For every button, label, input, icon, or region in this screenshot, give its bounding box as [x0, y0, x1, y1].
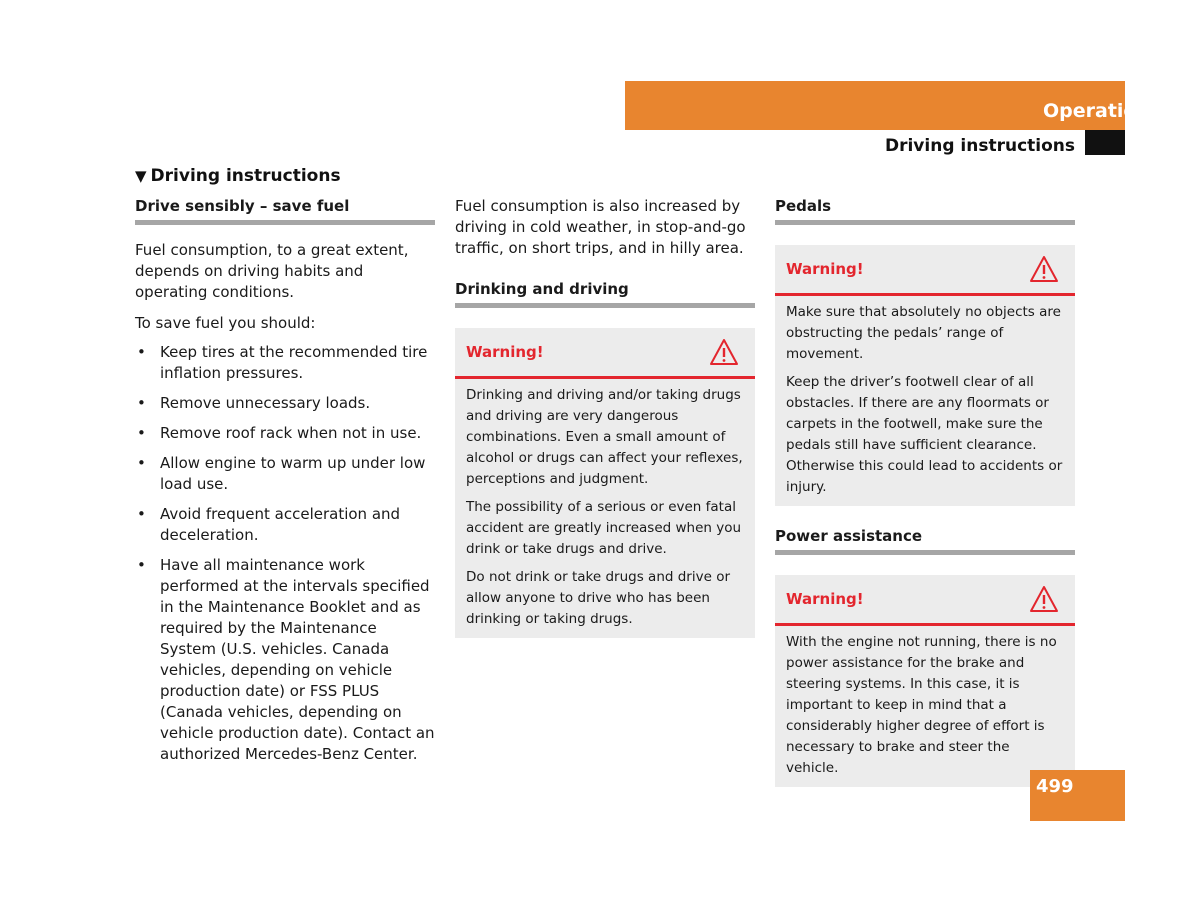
list-item: • Remove unnecessary loads.	[137, 394, 371, 412]
column-2	[455, 196, 755, 638]
paragraph-intro: Fuel consumption, to a great extent, depends on driving habits and operating conditions.	[135, 241, 409, 301]
warning-paragraph: Keep the driver’s footwell clear of all obstacles. If there are any floormats or carpets in the footwell, make sure the pedals still have sufficient clearance. Otherwise this could lead to accidents or injury.	[786, 374, 1063, 495]
warning-label: Warning!	[786, 260, 864, 278]
warning-triangle-icon	[1029, 585, 1059, 613]
warning-triangle-icon	[709, 338, 739, 366]
header-subsection-title: Driving instructions	[884, 136, 1075, 156]
warning-box-power-assistance	[775, 575, 1075, 787]
list-item: • Allow engine to warm up under low load use.	[137, 454, 426, 493]
warning-header	[775, 575, 1075, 626]
warning-paragraph: Do not drink or take drugs and drive or allow anyone to drive who has been drinking or taking drugs.	[466, 569, 731, 627]
warning-paragraph: Make sure that absolutely no objects are obstructing the pedals’ range of movement.	[786, 304, 1061, 362]
section-heading-pedals: Pedals	[775, 196, 1075, 225]
warning-body	[455, 379, 755, 638]
column-1	[135, 196, 435, 774]
warning-body	[775, 296, 1075, 506]
list-item: • Avoid frequent acceleration and deceleration.	[137, 505, 401, 544]
warning-box-pedals	[775, 245, 1075, 506]
paragraph-lead: To save fuel you should:	[135, 314, 316, 332]
list-item: • Have all maintenance work performed at the intervals specified in the Maintenance Booklet and as required by the Maintenance System (U.S. vehicles. Canada vehicles, depending on vehicle production date) or FSS PLUS (Canada vehicles, depending on vehicle production date). Contact an authorized Mercedes-Benz Center.	[137, 556, 435, 763]
list-item: • Remove roof rack when not in use.	[137, 424, 422, 442]
warning-header	[455, 328, 755, 379]
warning-header	[775, 245, 1075, 296]
page-title-text: Driving instructions	[150, 166, 341, 186]
page-number: 499	[1036, 776, 1074, 797]
warning-paragraph: The possibility of a serious or even fatal accident are greatly increased when you drink or take drugs and drive.	[466, 499, 742, 557]
warning-label: Warning!	[466, 343, 544, 361]
paragraph-fuel-increase: Fuel consumption is also increased by driving in cold weather, in stop-and-go traffic, on short trips, and in hilly area.	[455, 197, 746, 257]
warning-paragraph: Drinking and driving and/or taking drugs and driving are very dangerous combinations. Even a small amount of alcohol or drugs can affect your reflexes, perceptions and judgment.	[466, 387, 743, 487]
triangle-down-icon: ▼	[135, 167, 147, 185]
warning-label: Warning!	[786, 590, 864, 608]
warning-box-drinking	[455, 328, 755, 638]
warning-triangle-icon	[1029, 255, 1059, 283]
header-section-title: Operation	[1042, 100, 1150, 122]
warning-body	[775, 626, 1075, 787]
section-heading-save-fuel: Drive sensibly – save fuel	[135, 196, 435, 225]
column-3	[775, 196, 1075, 787]
section-heading-power-assistance: Power assistance	[775, 526, 1075, 555]
page-title	[135, 166, 341, 186]
section-heading-drinking: Drinking and driving	[455, 279, 755, 308]
fuel-tips-list	[135, 342, 435, 765]
list-item: • Keep tires at the recommended tire inflation pressures.	[137, 343, 428, 382]
warning-paragraph: With the engine not running, there is no power assistance for the brake and steering systems. In this case, it is important to keep in mind that a considerably higher degree of effort is necessary to brake and steer the vehicle.	[786, 634, 1057, 776]
header-marker-block	[1085, 130, 1125, 155]
